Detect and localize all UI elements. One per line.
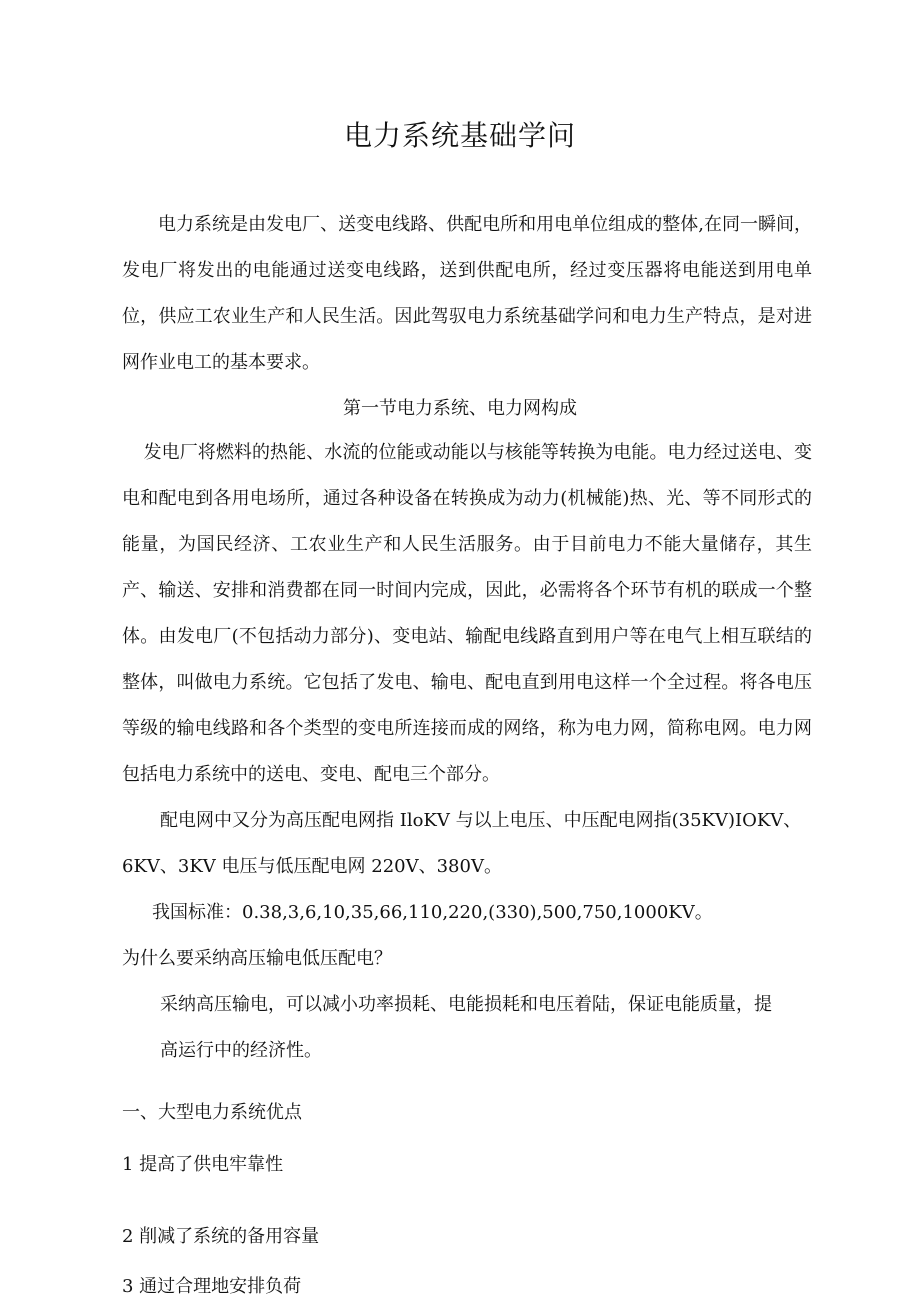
answer-line-2: 高运行中的经济性。 bbox=[160, 1040, 322, 1061]
document-title: 电力系统基础学问 bbox=[343, 119, 576, 152]
question-line: 为什么要采纳高压输电低压配电？ bbox=[122, 948, 392, 969]
distribution-text-line-1: 配电网中又分为高压配电网指 IloKV 与以上电压、中压配电网指(35KV)IOKV、 bbox=[160, 810, 802, 831]
answer-line-1: 采纳高压输电，可以减小功率损耗、电能损耗和电压着陆，保证电能质量，提 bbox=[160, 994, 772, 1015]
voltage-standard-line: 我国标准：0.38,3,6,10,35,66,110,220,(330),500,750,1000KV。 bbox=[152, 902, 713, 923]
intro-paragraph: 电力系统是由发电厂、送变电线路、供配电所和用电单位组成的整体,在同一瞬间，发电厂将发出的电能通过送变电线路，送到供配电所，经过变压器将电能送到用电单位，供应工农业生产和人民生活。因此驾驭电力系统基础学问和电力生产特点，是对进网作业电工的基本要求。 bbox=[122, 214, 812, 373]
section-heading: 第一节电力系统、电力网构成 bbox=[343, 398, 577, 419]
advantages-heading: 一、大型电力系统优点 bbox=[122, 1102, 302, 1123]
advantage-item-3: 3 通过合理地安排负荷 bbox=[122, 1276, 302, 1297]
section-body-paragraph: 发电厂将燃料的热能、水流的位能或动能以与核能等转换为电能。电力经过送电、变电和配电到各用电场所，通过各种设备在转换成为动力(机械能)热、光、等不同形式的能量，为国民经济、工农业生产和人民生活服务。由于目前电力不能大量储存，其生产、输送、安排和消费都在同一时间内完成，因此，必需将各个环节有机的联成一个整体。由发电厂(不包括动力部分)、变电站、输配电线路直到用户等在电气上相互联结的整体，叫做电力系统。它包括了发电、输电、配电直到用电这样一个全过程。将各电压等级的输电线路和各个类型的变电所连接而成的网络，称为电力网，简称电网。电力网包括电力系统中的送电、变电、配电三个部分。 bbox=[122, 442, 812, 785]
advantage-item-1: 1 提高了供电牢靠性 bbox=[122, 1154, 284, 1175]
advantage-item-2: 2 削减了系统的备用容量 bbox=[122, 1226, 320, 1247]
distribution-text-line-2: 6KV、3KV 电压与低压配电网 220V、380V。 bbox=[122, 856, 502, 877]
